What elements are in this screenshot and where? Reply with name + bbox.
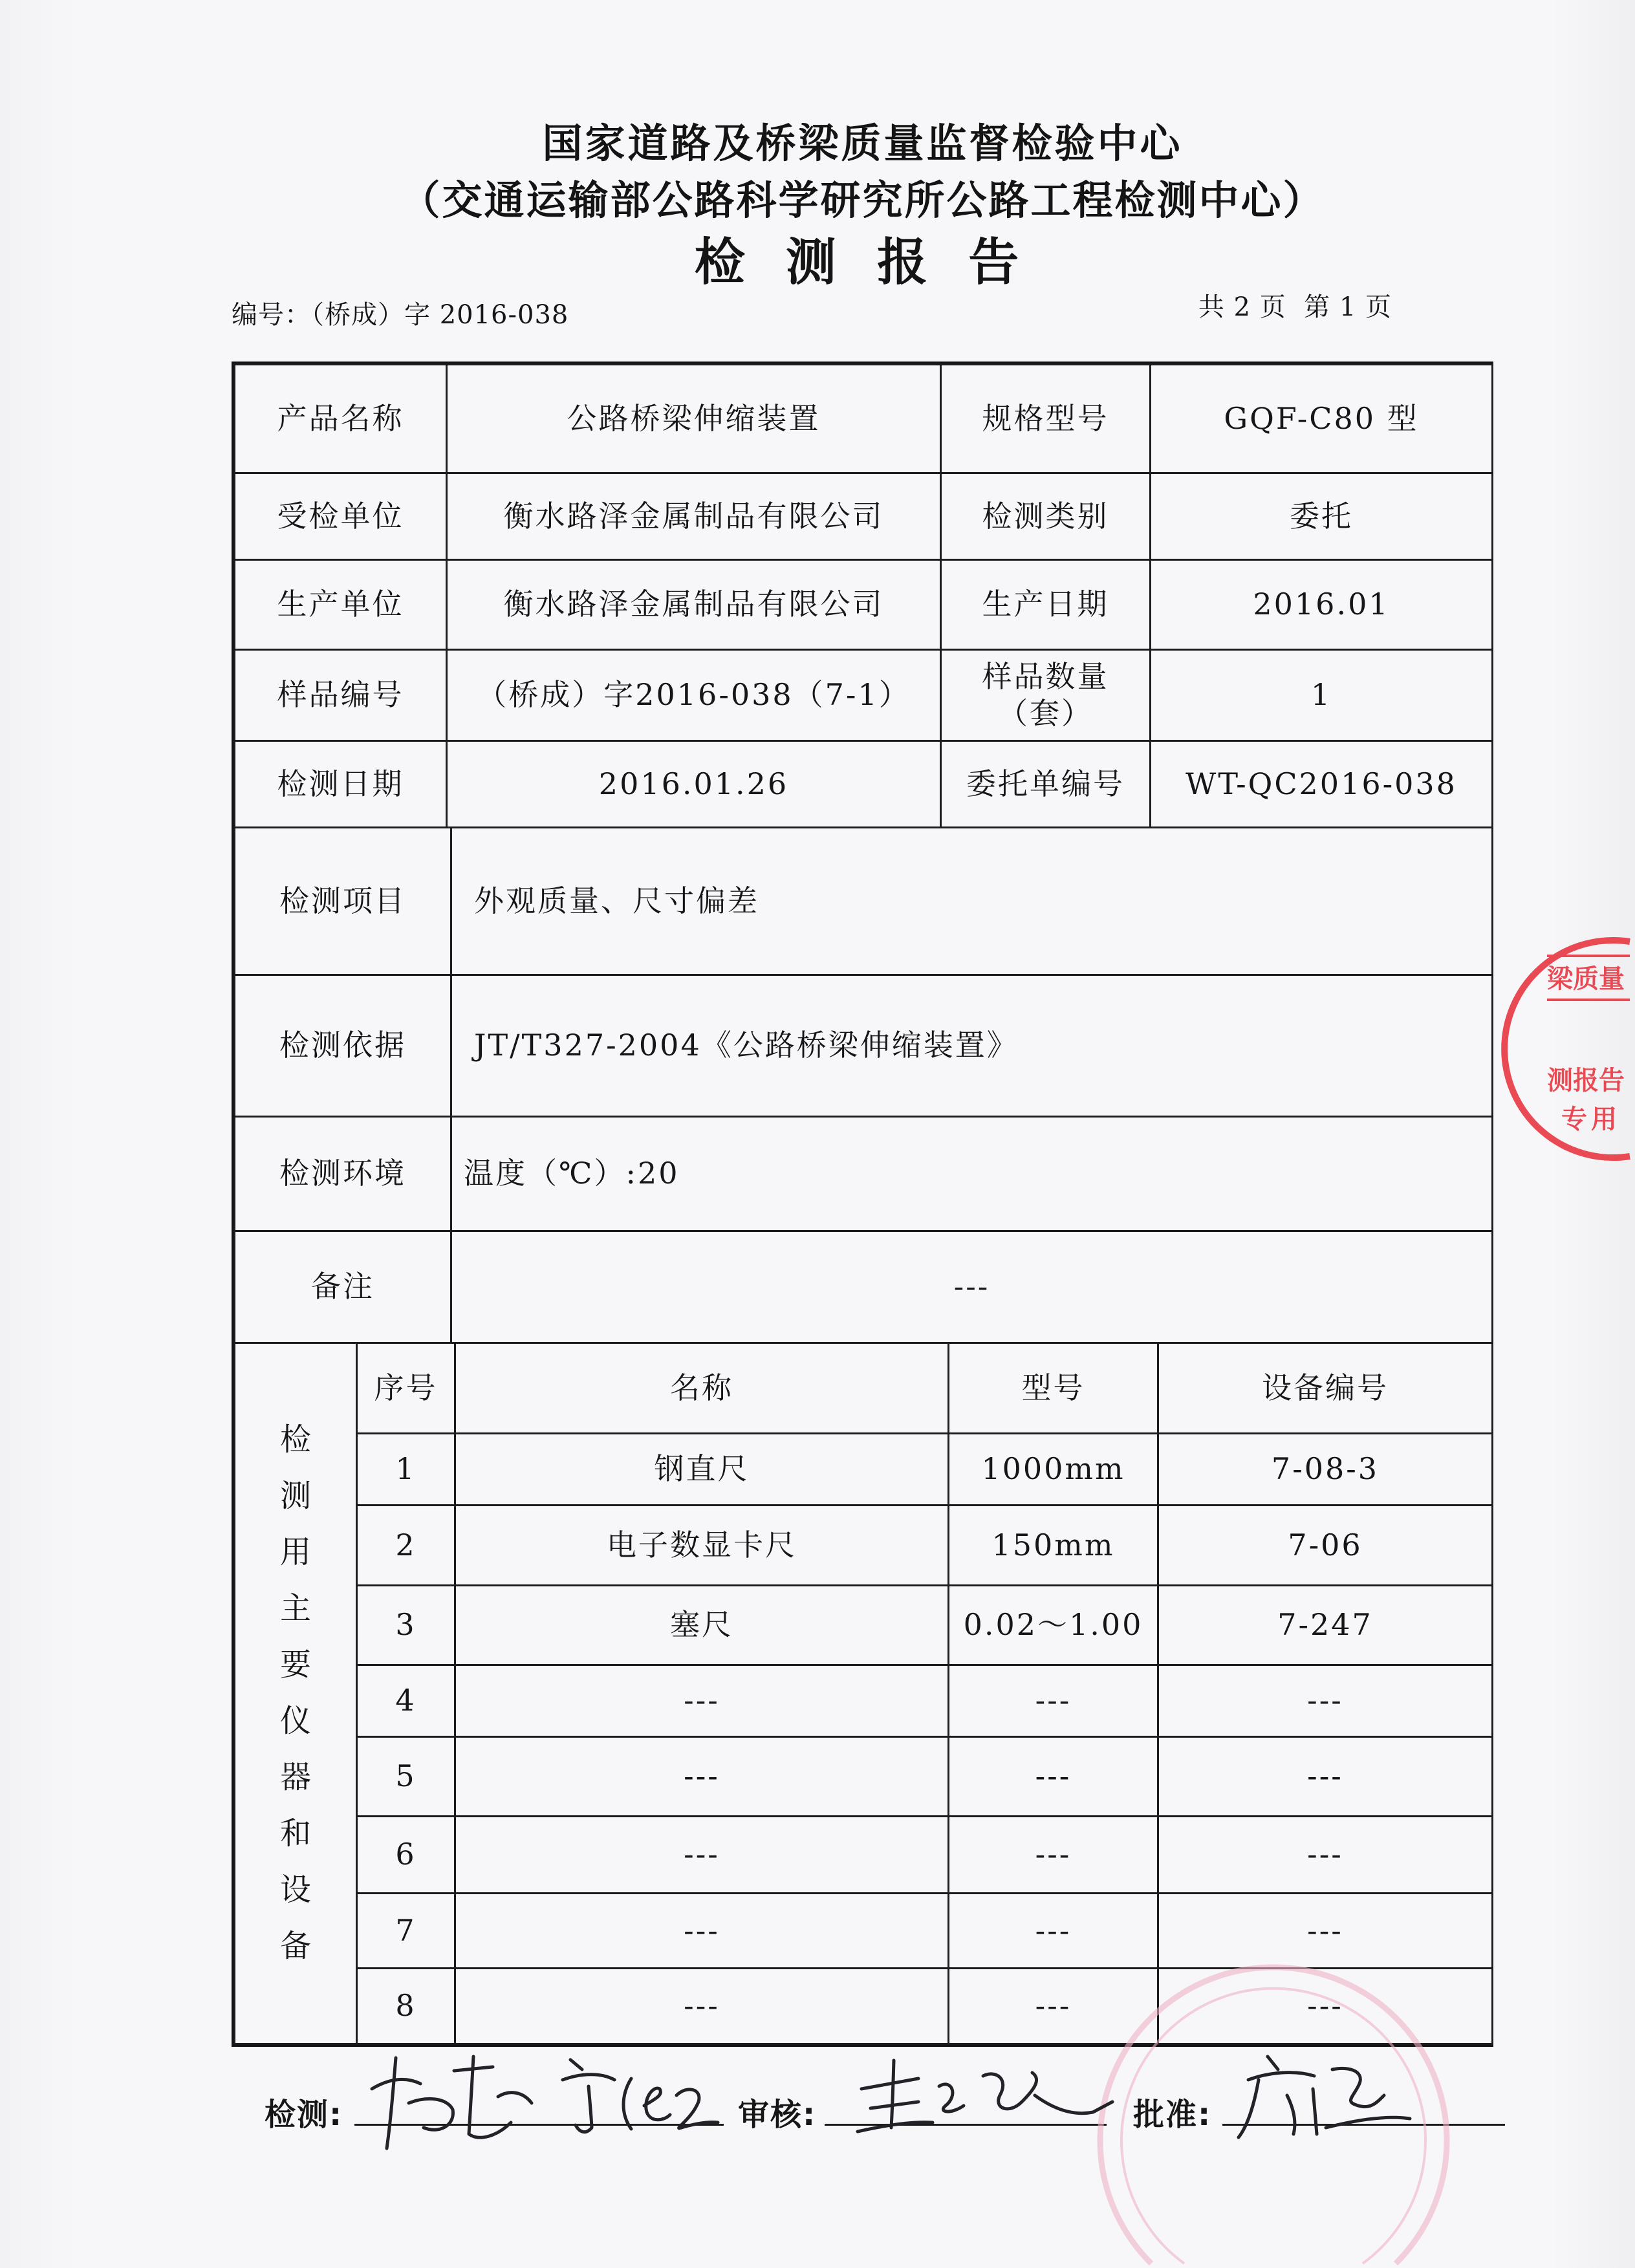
equipment-model: --- — [949, 1969, 1158, 2044]
test-basis-value: JT/T327-2004《公路桥梁伸缩装置》 — [451, 975, 1493, 1116]
production-date-value: 2016.01 — [1151, 560, 1493, 650]
detail-row — [235, 1231, 1493, 1343]
remarks-value: --- — [451, 1231, 1493, 1343]
equipment-table — [233, 1344, 1493, 2046]
col-header-model: 型号 — [949, 1344, 1158, 1434]
equipment-name: --- — [455, 1969, 949, 2044]
commission-no-value: WT-QC2016-038 — [1151, 741, 1493, 828]
equipment-name: 塞尺 — [455, 1586, 949, 1665]
sample-quantity-value: 1 — [1151, 650, 1493, 741]
equipment-row — [235, 1894, 1493, 1969]
equipment-name: --- — [455, 1894, 949, 1969]
equipment-row — [235, 1817, 1493, 1894]
basic-info-table — [233, 363, 1493, 828]
detail-row — [235, 1116, 1493, 1231]
equipment-no: 2 — [357, 1506, 455, 1586]
equipment-no: 6 — [357, 1817, 455, 1894]
equipment-row — [235, 1665, 1493, 1737]
equipment-row — [235, 1586, 1493, 1665]
right-seal-line1: 梁质量 — [1547, 964, 1625, 994]
sample-no-label: 样品编号 — [235, 650, 447, 741]
equipment-name: --- — [455, 1665, 949, 1737]
equipment-no: 1 — [357, 1434, 455, 1506]
col-header-name: 名称 — [455, 1344, 949, 1434]
commission-no-label: 委托单编号 — [941, 741, 1151, 828]
col-header-code: 设备编号 — [1158, 1344, 1493, 1434]
equipment-name: --- — [455, 1817, 949, 1894]
equipment-model: 0.02～1.00 — [949, 1586, 1158, 1665]
equipment-code: --- — [1158, 1665, 1493, 1737]
approver-signature-line — [1222, 2124, 1505, 2126]
equipment-row — [235, 1737, 1493, 1817]
reviewer-signature-line — [825, 2124, 1107, 2126]
equipment-row — [235, 1506, 1493, 1586]
report-table — [232, 362, 1493, 2047]
test-category-value: 委托 — [1151, 473, 1493, 560]
inspected-unit-value: 衡水路泽金属制品有限公司 — [447, 473, 941, 560]
info-row — [235, 365, 1493, 473]
spec-model-label: 规格型号 — [941, 365, 1151, 473]
manufacturer-value: 衡水路泽金属制品有限公司 — [447, 560, 941, 650]
test-environment-value: 温度（℃）:20 — [451, 1116, 1493, 1231]
right-seal-ring — [1504, 940, 1630, 1158]
sample-quantity-unit: （套） — [998, 696, 1093, 731]
equipment-header-row — [235, 1344, 1493, 1434]
spec-model-value: GQF-C80 型 — [1151, 365, 1493, 473]
equipment-row — [235, 1969, 1493, 2044]
approver-label: 批准: — [1133, 2097, 1212, 2133]
product-name-label: 产品名称 — [235, 365, 447, 473]
equipment-name: 电子数显卡尺 — [455, 1506, 949, 1586]
equipment-no: 4 — [357, 1665, 455, 1737]
page-count: 共 2 页 第 1 页 — [1198, 292, 1392, 322]
inspector-label: 检测: — [265, 2097, 343, 2133]
org-name: 国家道路及桥梁质量监督检验中心 — [542, 120, 1183, 167]
remarks-label: 备注 — [235, 1231, 451, 1343]
test-date-label: 检测日期 — [235, 741, 447, 828]
equipment-model: 1000mm — [949, 1434, 1158, 1506]
equipment-model: --- — [949, 1665, 1158, 1737]
equipment-no: 5 — [357, 1737, 455, 1817]
inspected-unit-label: 受检单位 — [235, 473, 447, 560]
detail-row — [235, 828, 1493, 975]
equipment-code: 7-08-3 — [1158, 1434, 1493, 1506]
manufacturer-label: 生产单位 — [235, 560, 447, 650]
info-row — [235, 650, 1493, 741]
info-row — [235, 560, 1493, 650]
right-seal-text — [1547, 964, 1625, 1134]
equipment-model: --- — [949, 1817, 1158, 1894]
sample-no-value: （桥成）字2016-038（7-1） — [447, 650, 941, 741]
equipment-no: 3 — [357, 1586, 455, 1665]
test-date-value: 2016.01.26 — [447, 741, 941, 828]
equipment-model: --- — [949, 1894, 1158, 1969]
equipment-no: 7 — [357, 1894, 455, 1969]
reviewer-label: 审核: — [738, 2097, 817, 2133]
equipment-no: 8 — [357, 1969, 455, 2044]
info-row — [235, 741, 1493, 828]
org-subtitle: （交通运输部公路科学研究所公路工程检测中心） — [400, 177, 1325, 224]
equipment-name: --- — [455, 1737, 949, 1817]
signature-inspector-1 — [372, 2057, 532, 2148]
right-seal-line3: 专用 — [1561, 1105, 1621, 1134]
equipment-name: 钢直尺 — [455, 1434, 949, 1506]
equipment-code: --- — [1158, 1817, 1493, 1894]
test-environment-label: 检测环境 — [235, 1116, 451, 1231]
report-number: 编号：（桥成）字 2016-038 — [232, 300, 569, 330]
right-seal — [1504, 940, 1630, 1158]
doc-title: 检 测 报 告 — [694, 233, 1031, 292]
equipment-model: --- — [949, 1737, 1158, 1817]
equipment-model: 150mm — [949, 1506, 1158, 1586]
test-items-value: 外观质量、尺寸偏差 — [451, 828, 1493, 975]
equipment-code: --- — [1158, 1969, 1493, 2044]
test-category-label: 检测类别 — [941, 473, 1151, 560]
equipment-code: 7-06 — [1158, 1506, 1493, 1586]
detail-row — [235, 975, 1493, 1116]
info-row — [235, 473, 1493, 560]
equipment-code: --- — [1158, 1894, 1493, 1969]
test-details-table — [233, 828, 1493, 1344]
production-date-label: 生产日期 — [941, 560, 1151, 650]
test-items-label: 检测项目 — [235, 828, 451, 975]
right-seal-line2: 测报告 — [1547, 1066, 1625, 1096]
signature-inspector-2 — [563, 2060, 718, 2132]
col-header-no: 序号 — [357, 1344, 455, 1434]
sample-quantity-label-text: 样品数量 — [982, 658, 1109, 694]
test-basis-label: 检测依据 — [235, 975, 451, 1116]
equipment-code: 7-247 — [1158, 1586, 1493, 1665]
equipment-section-label: 检测用主要仪器和设备 — [279, 1421, 311, 1965]
product-name-value: 公路桥梁伸缩装置 — [447, 365, 941, 473]
sample-quantity-label — [941, 650, 1151, 741]
signature-reviewer — [858, 2060, 1112, 2132]
inspector-signature-line — [354, 2124, 724, 2126]
equipment-code: --- — [1158, 1737, 1493, 1817]
equipment-section — [235, 1344, 357, 2044]
equipment-row — [235, 1434, 1493, 1506]
